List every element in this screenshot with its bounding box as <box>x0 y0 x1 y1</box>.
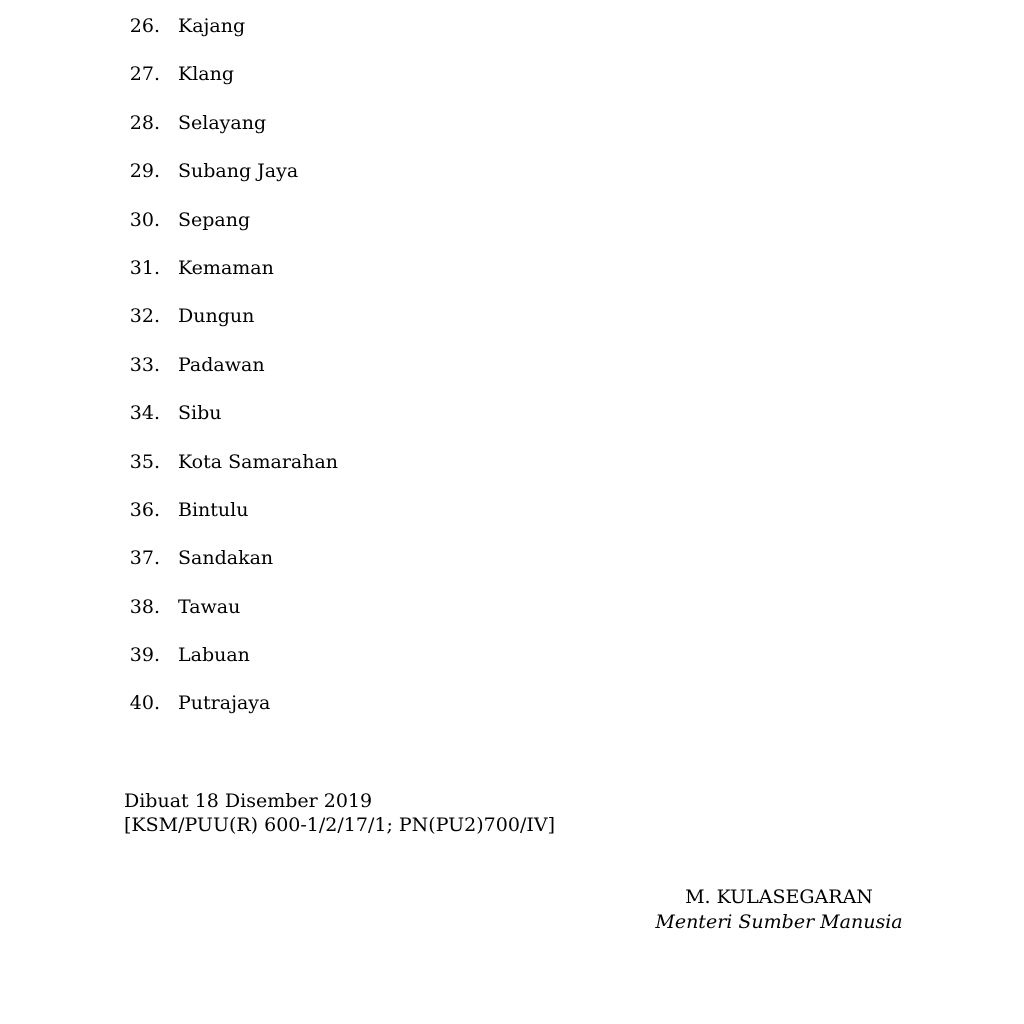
list-item <box>124 60 624 108</box>
list-item-name: Tawau <box>178 595 241 618</box>
list-item <box>124 689 624 737</box>
list-item-name: Bintulu <box>178 498 249 521</box>
list-item <box>124 254 624 302</box>
date-line: Dibuat 18 Disember 2019 <box>124 790 373 812</box>
signature-block <box>640 885 918 935</box>
list-item-number: 37. <box>129 547 160 570</box>
list-item-name: Sibu <box>178 402 222 425</box>
list-item-number: 34. <box>129 402 160 425</box>
list-item <box>124 12 624 60</box>
list-item-number: 40. <box>129 692 160 715</box>
list-item-number: 31. <box>129 256 160 279</box>
list-item-number: 26. <box>129 15 160 37</box>
document-footer <box>124 789 555 837</box>
list-item <box>124 448 624 496</box>
list-item-name: Kota Samarahan <box>178 450 339 473</box>
list-item-name: Labuan <box>178 644 250 667</box>
list-item <box>124 302 624 350</box>
list-item-name: Dungun <box>178 305 255 328</box>
list-item-name: Sepang <box>178 208 251 231</box>
signatory-name: M. KULASEGARAN <box>685 886 873 908</box>
list-item <box>124 109 624 157</box>
reference-number: [KSM/PUU(R) 600-1/2/17/1; PN(PU2)700/IV] <box>124 814 555 836</box>
list-item-name: Sandakan <box>178 547 274 570</box>
numbered-list <box>124 12 624 738</box>
list-item-number: 36. <box>129 498 160 521</box>
list-item-name: Putrajaya <box>178 692 271 715</box>
list-item-number: 32. <box>129 305 160 328</box>
list-item-name: Padawan <box>178 353 265 376</box>
list-item <box>124 206 624 254</box>
list-item-number: 29. <box>129 160 160 183</box>
list-item <box>124 496 624 544</box>
signatory-title: Menteri Sumber Manusia <box>655 911 903 933</box>
list-item-name: Klang <box>178 63 234 86</box>
list-item <box>124 641 624 689</box>
list-item-number: 38. <box>129 595 160 618</box>
list-item <box>124 544 624 592</box>
list-item-number: 35. <box>129 450 160 473</box>
list-item <box>124 399 624 447</box>
list-item-name: Selayang <box>178 111 267 134</box>
list-item-name: Subang Jaya <box>178 160 299 183</box>
list-item-name: Kemaman <box>178 256 274 279</box>
list-item <box>124 351 624 399</box>
list-item <box>124 157 624 205</box>
list-item <box>124 593 624 641</box>
list-item-number: 33. <box>129 353 160 376</box>
list-item-number: 39. <box>129 644 160 667</box>
list-item-number: 28. <box>129 111 160 134</box>
list-item-number: 30. <box>129 208 160 231</box>
list-item-name: Kajang <box>178 15 246 37</box>
list-item-number: 27. <box>129 63 160 86</box>
